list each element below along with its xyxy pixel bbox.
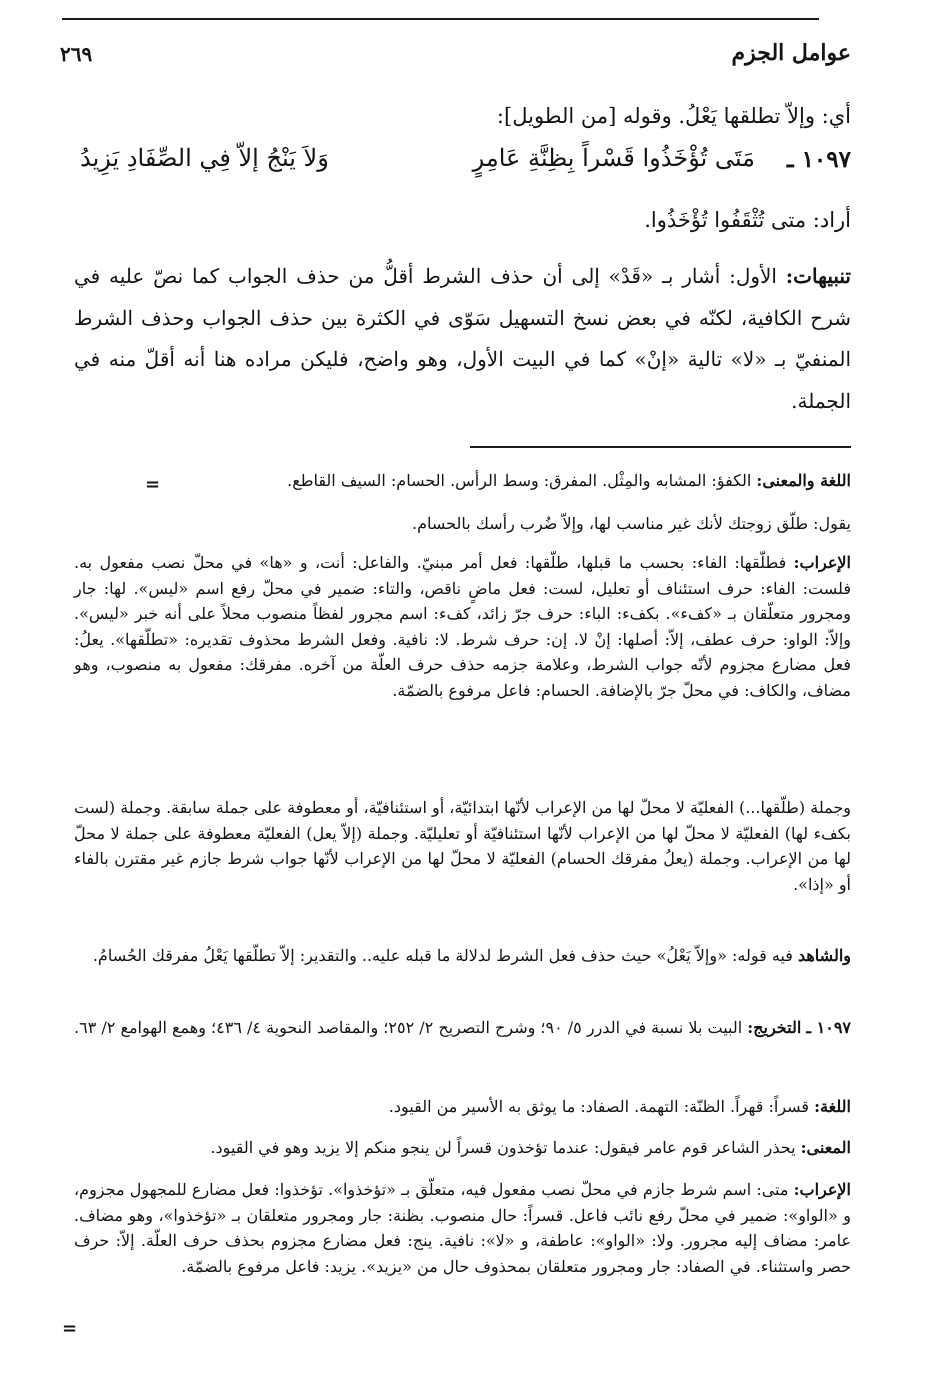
continuation-mark-bottom: = bbox=[62, 1318, 78, 1339]
running-title: عوامل الجزم bbox=[731, 40, 851, 66]
irab2-label: الإعراب: bbox=[793, 1180, 851, 1199]
second-hemistich: وَلاَ يَنْجُ إلاّ فِي الصِّفَادِ يَزِيدُ bbox=[80, 144, 329, 172]
meaning-line: أراد: متى تُثْقَفُوا تُؤْخَذُوا. bbox=[644, 208, 851, 232]
first-hemistich: مَتَى تُؤْخَذُوا قَسْراً بِظِنَّةِ عَامِرٍ bbox=[472, 144, 755, 172]
shahid-text: فيه قوله: «وإلاّ يَعْلُ» حيث حذف فعل الشرط لدلالة ما قبله عليه.. والتقدير: إلاّ تطلّقها يَعْلُ مفرقك الحُسامُ. bbox=[92, 946, 793, 965]
footnote-shahid bbox=[74, 943, 851, 969]
mana-text: يحذر الشاعر قوم عامر فيقول: عندما تؤخذون قسراً لن ينجو منكم إلا يزيد وهو في القيود. bbox=[210, 1138, 796, 1157]
notes-label: تنبيهات: bbox=[785, 264, 851, 288]
lugha2-text: قسراً: قهراً. الظنّة: التهمة. الصفاد: ما يوثق به الأسير من القيود. bbox=[388, 1097, 810, 1116]
lugha2-label: اللغة: bbox=[814, 1097, 851, 1116]
mana-label: المعنى: bbox=[800, 1138, 851, 1157]
footnote-separator bbox=[470, 446, 851, 448]
irab2-text: متى: اسم شرط جازم في محلّ نصب مفعول فيه، متعلّق بـ «تؤخذوا». تؤخذوا: فعل مضارع للمجهول مجزوم، و «الواو»: ضمير في محلّ رفع نائب فاعل. قسراً: حال منصوب. بظنة: جار ومجرور متعلقان بـ «تؤخذوا»، وهو مضاف. عامر: مضاف إليه مجرور. ولا: «الواو»: عاطفة، و «لا»: نافية. ينج: فعل مضارع مجزوم بحذف حرف العلّة. إلاّ: حرف حصر واستثناء. في الصفاد: جار ومجرور متعلقان بمحذوف حال من «يزيد». يزيد: فاعل مرفوع بالضمّة. bbox=[74, 1180, 852, 1276]
takhrij-number: ١٠٩٧ ـ bbox=[806, 1018, 851, 1037]
lugha-text: الكفؤ: المشابه والمِثْل. المفرق: وسط الرأس. الحسام: السيف القاطع. bbox=[287, 471, 752, 490]
header-rule bbox=[62, 18, 819, 20]
footnote-irab-2 bbox=[74, 1177, 851, 1279]
takhrij-text: البيت بلا نسبة في الدرر ٥/ ٩٠؛ وشرح التصريح ٢/ ٢٥٢؛ والمقاصد النحوية ٤/ ٤٣٦؛ وهمع الهوامع ٢/ ٦٣. bbox=[74, 1018, 743, 1037]
footnote-mana bbox=[74, 1135, 851, 1161]
page-number: ٢٦٩ bbox=[60, 42, 93, 66]
continuation-mark-top: = bbox=[145, 474, 161, 495]
page-header bbox=[60, 40, 851, 76]
shahid-label: والشاهد bbox=[797, 946, 851, 965]
footnote-takhrij bbox=[74, 1015, 851, 1041]
notes-text: الأول: أشار بـ «قَدْ» إلى أن حذف الشرط أقلُّ من حذف الجواب كما نصّ عليه في شرح الكافية، لكنّه في بعض نسخ التسهيل سَوّى في الكثرة بين حذف الجواب وحذف الشرط المنفيّ بـ «لا» تالية «إنْ» كما في البيت الأول، وهو واضح، فليكن مراده هنا أنه أقلّ منه في الجملة. bbox=[74, 264, 851, 413]
footnote-irab bbox=[74, 550, 851, 703]
footnote-yaqul: يقول: طلّق زوجتك لأنك غير مناسب لها، وإلاّ ضُرب رأسك بالحسام. bbox=[412, 514, 851, 533]
irab-label: الإعراب: bbox=[793, 553, 851, 572]
verse-number: ١٠٩٧ ـ bbox=[786, 146, 851, 173]
verse-1097 bbox=[80, 142, 851, 184]
footnote-jumla: وجملة (طلّقها...) الفعليّة لا محلّ لها من الإعراب لأنّها ابتدائيّة، أو استئنافيّة، أو معطوفة على جملة سابقة. وجملة (لست بكفء لها) الفعليّة لا محلّ لها من الإعراب لأنّها استئنافيّة أو تعليليّة. وجملة (إلاّ يعل) الفعليّة معطوفة على جملة لا محلّ لها من الإعراب. وجملة (يعلُ مفرقك الحسام) الفعليّة لا محلّ لها من الإعراب لأنّها جواب شرط جازم غير مقترن بالفاء أو «إذا». bbox=[74, 798, 851, 894]
lugha-label: اللغة والمعنى: bbox=[756, 471, 851, 490]
notes-paragraph bbox=[74, 256, 851, 422]
intro-line: أي: وإلاّ تطلقها يَعْلُ. وقوله [من الطويل]: bbox=[496, 104, 851, 128]
footnote-lugha bbox=[74, 468, 851, 494]
irab-text: فطلّقها: الفاء: بحسب ما قبلها، طلّقها: فعل أمر مبنيّ. والفاعل: أنت، و «ها» في محلّ نصب مفعول به. فلست: الفاء: حرف استئناف أو تعليل، لست: فعل ماضٍ ناقص، والتاء: ضمير في محلّ رفع اسم «ليس». لها: جار ومجرور متعلّقان بـ «كفء». بكفء: الباء: حرف جرّ زائد، كفء: اسم مجرور لفظاً منصوب محلاً على أنه خبر «ليس». وإلاّ: الواو: حرف عطف، إلاّ: أصلها: إنْ لا. إن: حرف شرط. لا: نافية. وفعل الشرط محذوف تقديره: «تطلّقها». يعلُ: فعل مضارع مجزوم لأنّه جواب الشرط، وعلامة جزمه حذف حرف العلّة من آخره. مفرقك: مفعول به منصوب، وهو مضاف، والكاف: في محلّ جرّ بالإضافة. الحسام: فاعل مرفوع بالضمّة. bbox=[74, 553, 852, 700]
takhrij-label: التخريج: bbox=[747, 1018, 802, 1037]
footnote-lugha-2 bbox=[74, 1094, 851, 1120]
